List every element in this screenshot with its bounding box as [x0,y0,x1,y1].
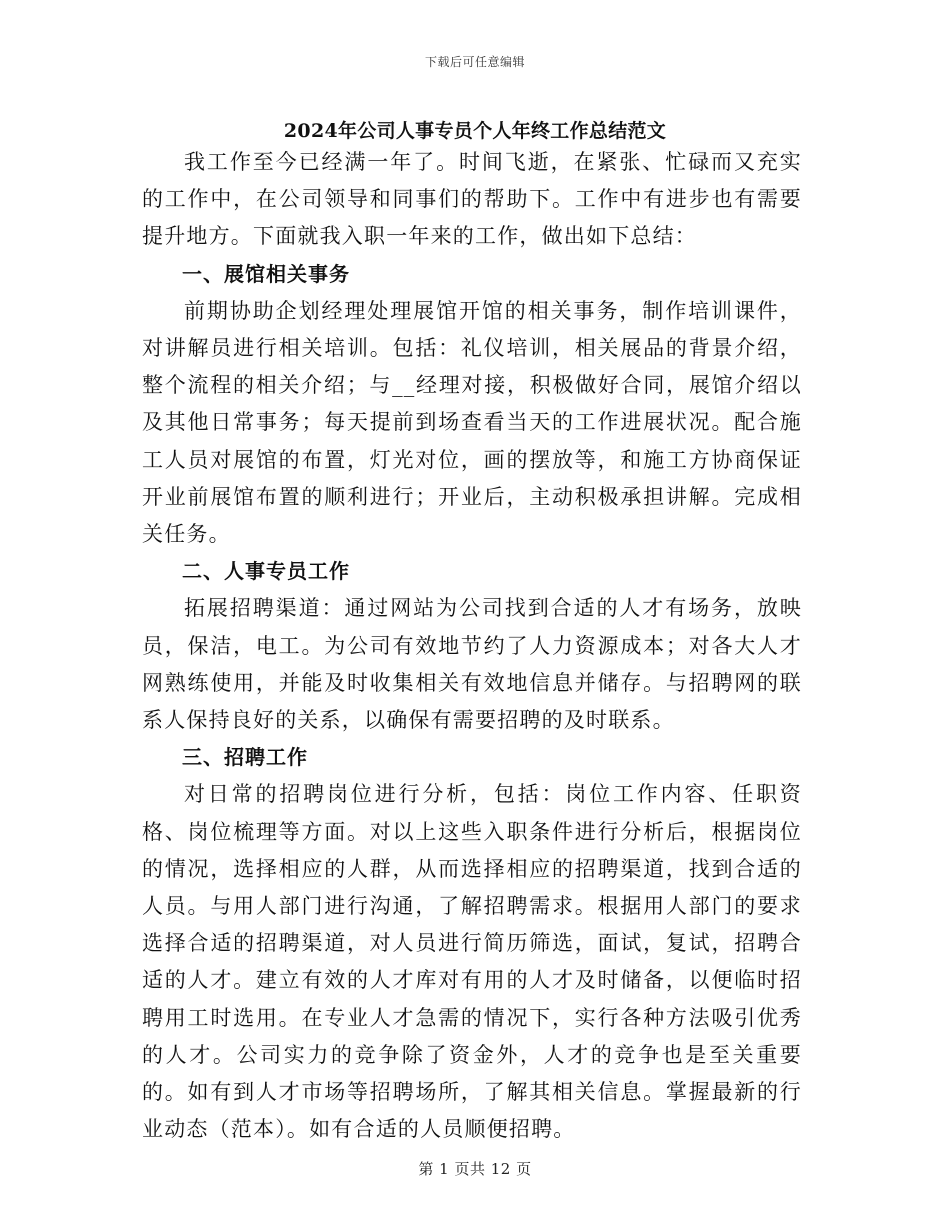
document-title: 2024年公司人事专员个人年终工作总结范文 [283,120,667,142]
section-body-hr-specialist: 拓展招聘渠道：通过网站为公司找到合适的人才有场务，放映员，保洁，电工。为公司有效地节约了人力资源成本；对各大人才网熟练使用，并能及时收集相关有效地信息并储存。与招聘网的联系人保持良好的关系，以确保有需要招聘的及时联系。 [142,596,802,733]
section-heading-recruitment: 三、招聘工作 [182,745,308,770]
section-heading-hr-specialist: 二、人事专员工作 [182,559,350,584]
document-body [142,144,802,1148]
section-body-recruitment: 对日常的招聘岗位进行分析，包括：岗位工作内容、任职资格、岗位梳理等方面。对以上这些入职条件进行分析后，根据岗位的情况，选择相应的人群，从而选择相应的招聘渠道，找到合适的人员。与用人部门进行沟通，了解招聘需求。根据用人部门的要求选择合适的招聘渠道，对人员进行简历筛选，面试，复试，招聘合适的人才。建立有效的人才库对有用的人才及时储备，以便临时招聘用工时选用。在专业人才急需的情况下，实行各种方法吸引优秀的人才。公司实力的竞争除了资金外，人才的竞争也是至关重要的。如有到人才市场等招聘场所，了解其相关信息。掌握最新的行业动态（范本）。如有合适的人员顺便招聘。 [142,782,802,1142]
intro-paragraph: 我工作至今已经满一年了。时间飞逝，在紧张、忙碌而又充实的工作中，在公司领导和同事们的帮助下。工作中有进步也有需要提升地方。下面就我入职一年来的工作，做出如下总结： [142,150,802,249]
page-number-footer: 第 1 页共 12 页 [418,1160,532,1178]
section-heading-exhibition: 一、展馆相关事务 [182,261,350,286]
section-body-exhibition: 前期协助企划经理处理展馆开馆的相关事务，制作培训课件，对讲解员进行相关培训。包括：礼仪培训，相关展品的背景介绍，整个流程的相关介绍；与__经理对接，积极做好合同，展馆介绍以及其他日常事务；每天提前到场查看当天的工作进展状况。配合施工人员对展馆的布置，灯光对位，画的摆放等，和施工方协商保证开业前展馆布置的顺利进行；开业后，主动积极承担讲解。完成相关任务。 [142,298,802,547]
header-note: 下载后可任意编辑 [424,55,525,69]
